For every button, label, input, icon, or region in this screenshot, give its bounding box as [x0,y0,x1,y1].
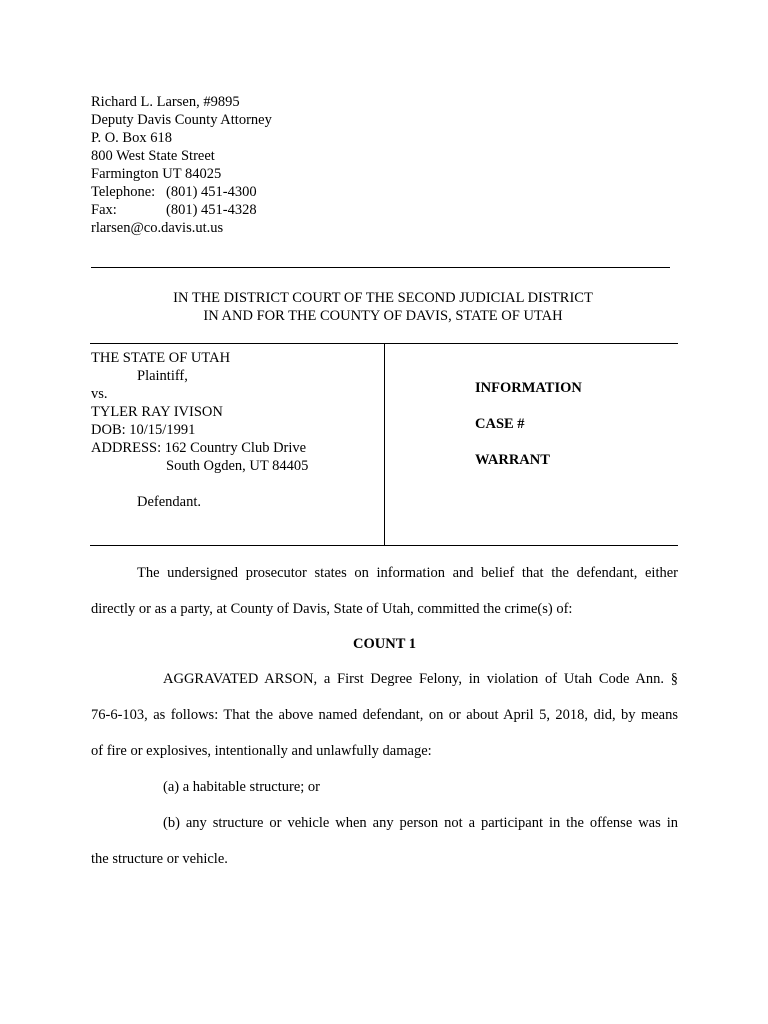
defendant-dob: DOB: 10/15/1991 [91,422,196,438]
telephone-label: Telephone: [91,184,156,200]
header-rule [91,267,670,268]
defendant-name: TYLER RAY IVISON [91,404,223,420]
fax-number: (801) 451-4328 [166,202,257,218]
attorney-city: Farmington UT 84025 [91,166,222,182]
versus: vs. [91,386,108,402]
count-line-1: AGGRAVATED ARSON, a First Degree Felony, in violation of Utah Code Ann. § [163,671,678,687]
count-heading: COUNT 1 [353,636,416,652]
court-line-2: IN AND FOR THE COUNTY OF DAVIS, STATE OF UTAH [203,308,563,324]
plaintiff-role: Plaintiff, [137,368,188,384]
attorney-fax [91,201,272,219]
court-line-1: IN THE DISTRICT COURT OF THE SECOND JUDICIAL DISTRICT [173,290,593,306]
fax-label: Fax: [91,202,117,218]
intro-line-1: The undersigned prosecutor states on information and belief that the defendant, either [137,565,678,581]
caption-bottom-rule [90,545,678,546]
intro-line-2: directly or as a party, at County of Davis, State of Utah, committed the crime(s) of: [91,601,573,617]
warrant-label: WARRANT [475,452,550,468]
document-type: INFORMATION [475,380,582,396]
attorney-title: Deputy Davis County Attorney [91,112,272,128]
defendant-address-line2: South Ogden, UT 84405 [166,458,309,474]
attorney-email: rlarsen@co.davis.ut.us [91,220,224,236]
telephone-number: (801) 451-4300 [166,184,257,200]
attorney-name: Richard L. Larsen, #9895 [91,94,240,110]
count-line-2: 76-6-103, as follows: That the above named defendant, on or about April 5, 2018, did, by means [91,707,678,723]
caption-divider [384,344,385,546]
case-number-label: CASE # [475,416,525,432]
attorney-po-box: P. O. Box 618 [91,130,172,146]
count-line-3: of fire or explosives, intentionally and unlawfully damage: [91,743,432,759]
item-a: (a) a habitable structure; or [163,779,321,795]
item-b: (b) any structure or vehicle when any person not a participant in the offense was in [163,815,678,831]
defendant-role: Defendant. [137,494,202,510]
plaintiff-name: THE STATE OF UTAH [91,350,231,366]
item-b-continued: the structure or vehicle. [91,851,228,867]
defendant-address-line1: ADDRESS: 162 Country Club Drive [91,440,307,456]
attorney-street: 800 West State Street [91,148,215,164]
attorney-block [91,93,272,237]
attorney-telephone [91,183,272,201]
